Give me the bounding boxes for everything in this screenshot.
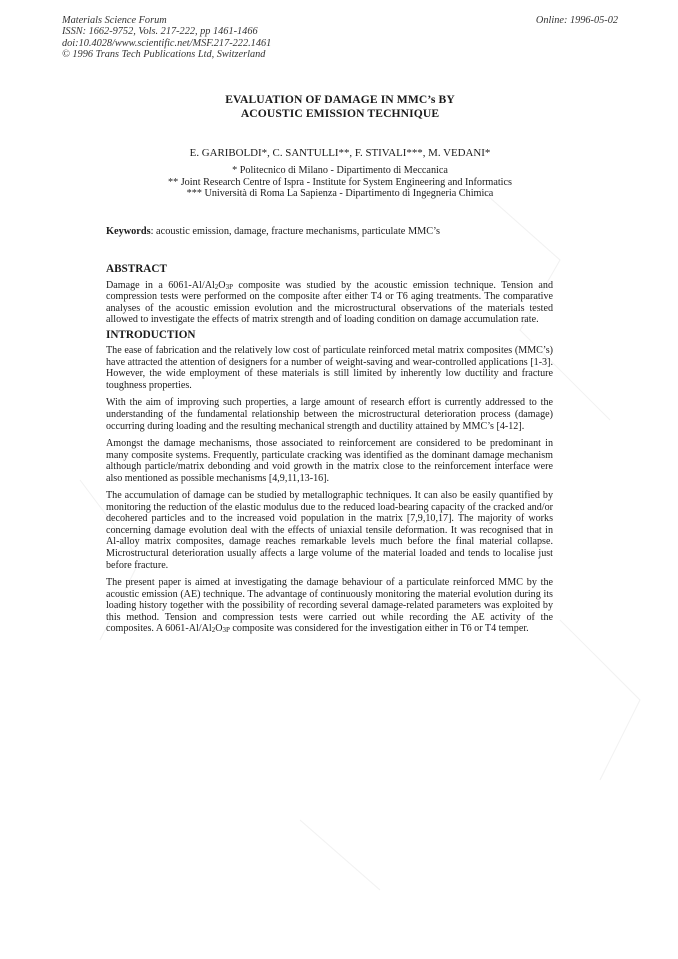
- abstract-sub-1: 2: [214, 282, 219, 291]
- intro-paragraph-1: The ease of fabrication and the relatively low cost of particulate reinforced metal matrix composites (MMC’s) have attracted the attention of designers for a number of weight-saving and wear-controlled applications [1-3]. However, the wide employment of these materials is still limited by inherently low ductility and fracture toughness properties.: [106, 345, 553, 391]
- intro-paragraph-3: Amongst the damage mechanisms, those associated to reinforcement are considered to be predominant in many composite systems. Frequently, particulate cracking was identified as the dominant damage mechanism although particle/matrix debonding and void growth in the matrix close to the reinforcement interface were also mentioned as possible mechanisms [4,9,11,13-16].: [106, 438, 553, 484]
- intro-p5-c: composite was considered for the investigation either in T6 or T4 temper.: [229, 623, 529, 635]
- abstract-text-b: O: [218, 279, 226, 291]
- journal-name: Materials Science Forum: [62, 15, 167, 26]
- abstract-sub-2: 3P: [225, 282, 233, 291]
- intro-paragraph-2: With the aim of improving such properties, a large amount of research effort is currently addressed to the understanding of the fundamental relationship between the microstructural deterioration process (damage) occurring during loading and the resulting mechanical strength and ductility attained by MMC’s [4-12].: [106, 397, 553, 432]
- abstract-text-c: composite was studied by the acoustic emission technique. Tension and compression tests were performed on the composite after either T4 or T6 aging treatments. The comparative analyses of the acoustic emission evolution and the microstructural observations of the materials tested allowed to investigate the effects of matrix strength and of loading condition on damage accumulation rate.: [106, 279, 553, 326]
- abstract-heading: ABSTRACT: [106, 263, 167, 275]
- intro-p5-a: The present paper is aimed at investigating the damage behaviour of a particulate reinforced MMC by the acoustic emission (AE) technique. The advantage of continuously monitoring the material evolution during its loading history together with the possibility of recording several damage-related parameters was exploited by this method. Tension and compression tests were carried out while recording the AE activity of the composites. A 6061-Al/Al: [106, 577, 553, 635]
- title-line-2: ACOUSTIC EMISSION TECHNIQUE: [240, 107, 440, 120]
- abstract-text: [106, 280, 553, 326]
- intro-p5-b: O: [215, 623, 223, 635]
- paper-body: [106, 264, 553, 641]
- copyright-line: © 1996 Trans Tech Publications Ltd, Switzerland: [62, 49, 266, 61]
- intro-paragraph-4: The accumulation of damage can be studied by metallographic techniques. It can also be easily quantified by monitoring the reduction of the elastic modulus due to the reduced load-bearing capacity of the cracked and/or decohered particles and to the increased void population in the matrix [7,9,10,17]. The majority of works concerning damage evolution deal with the effects of uniaxial tensile deformation. It was recognised that in Al-alloy matrix composites, damage reaches remarkable levels much before the final material collapse. Microstructural deterioration usually affects a large volume of the material loaded and tends to localise just before fracture.: [106, 490, 553, 571]
- intro-paragraph-5: [106, 577, 553, 635]
- affiliation-2: ** Joint Research Centre of Ispra - Institute for System Engineering and Informatics: [167, 176, 513, 188]
- intro-p5-sub-2: 3P: [222, 626, 230, 635]
- affiliation-3: *** Università di Roma La Sapienza - Dipartimento di Ingegneria Chimica: [186, 188, 494, 200]
- affiliation-1: * Politecnico di Milano - Dipartimento di Meccanica: [232, 165, 448, 176]
- journal-header: [62, 15, 618, 61]
- intro-p5-sub-1: 2: [211, 626, 216, 635]
- author-list: E. GARIBOLDI*, C. SANTULLI**, F. STIVALI***, M. VEDANI*: [189, 147, 491, 159]
- keywords-label: Keywords: [106, 226, 151, 237]
- online-date: Online: 1996-05-02: [535, 15, 618, 26]
- keywords: [106, 226, 556, 237]
- paper-title: [62, 93, 618, 121]
- abstract-text-a: Damage in a 6061-Al/Al: [106, 279, 215, 291]
- keywords-text: : acoustic emission, damage, fracture mechanisms, particulate MMC’s: [150, 226, 440, 237]
- affiliations: [62, 165, 618, 200]
- introduction-heading: INTRODUCTION: [106, 328, 196, 341]
- issn-line: ISSN: 1662-9752, Vols. 217-222, pp 1461-1466: [62, 26, 258, 38]
- doi-line[interactable]: doi:10.4028/www.scientific.net/MSF.217-222.1461: [62, 37, 272, 49]
- title-line-1: EVALUATION OF DAMAGE IN MMC’s BY: [225, 93, 455, 106]
